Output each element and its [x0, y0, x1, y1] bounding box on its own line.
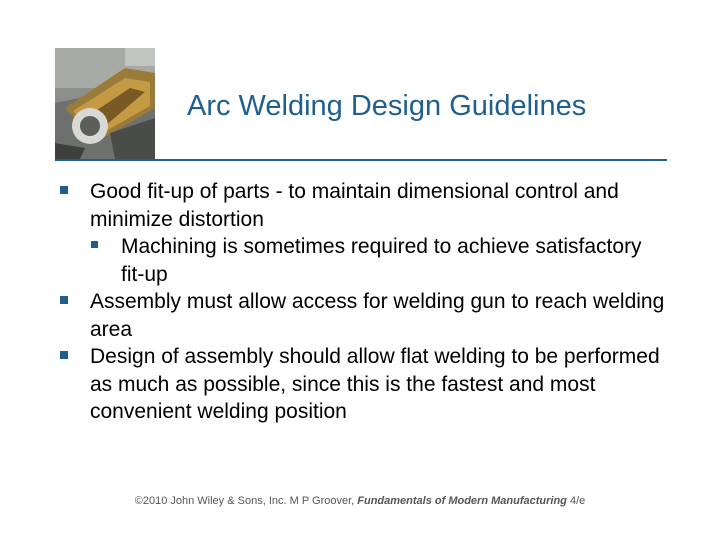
title-divider: [55, 159, 667, 161]
book-title: Fundamentals of Modern Manufacturing: [357, 495, 567, 507]
welding-photo-icon: [55, 48, 155, 159]
sub-bullet-item: [58, 233, 678, 288]
bullet-text: Design of assembly should allow flat welding to be performed as much as possible, since this is the fastest and most convenient welding position: [90, 345, 660, 423]
bullet-item: [58, 178, 678, 233]
copyright-footer: [0, 495, 720, 507]
bullet-marker-icon: [91, 241, 98, 248]
bullet-marker-icon: [60, 351, 68, 359]
bullet-text: Good fit‑up of parts ‑ to maintain dimensional control and minimize distortion: [90, 180, 619, 231]
bullet-item: [58, 343, 678, 426]
footer-edition: 4/e: [566, 495, 586, 507]
bullet-text: Assembly must allow access for welding gun to reach welding area: [90, 290, 665, 341]
bullet-marker-icon: [60, 296, 68, 304]
page-title: Arc Welding Design Guidelines: [187, 90, 587, 122]
bullet-marker-icon: [60, 186, 68, 194]
footer-prefix: ©2010 John Wiley & Sons, Inc. M P Groover,: [134, 495, 358, 507]
bullet-text: Machining is sometimes required to achieve satisfactory fit‑up: [121, 235, 642, 286]
bullet-item: [58, 288, 678, 343]
bullet-list: [58, 178, 678, 426]
